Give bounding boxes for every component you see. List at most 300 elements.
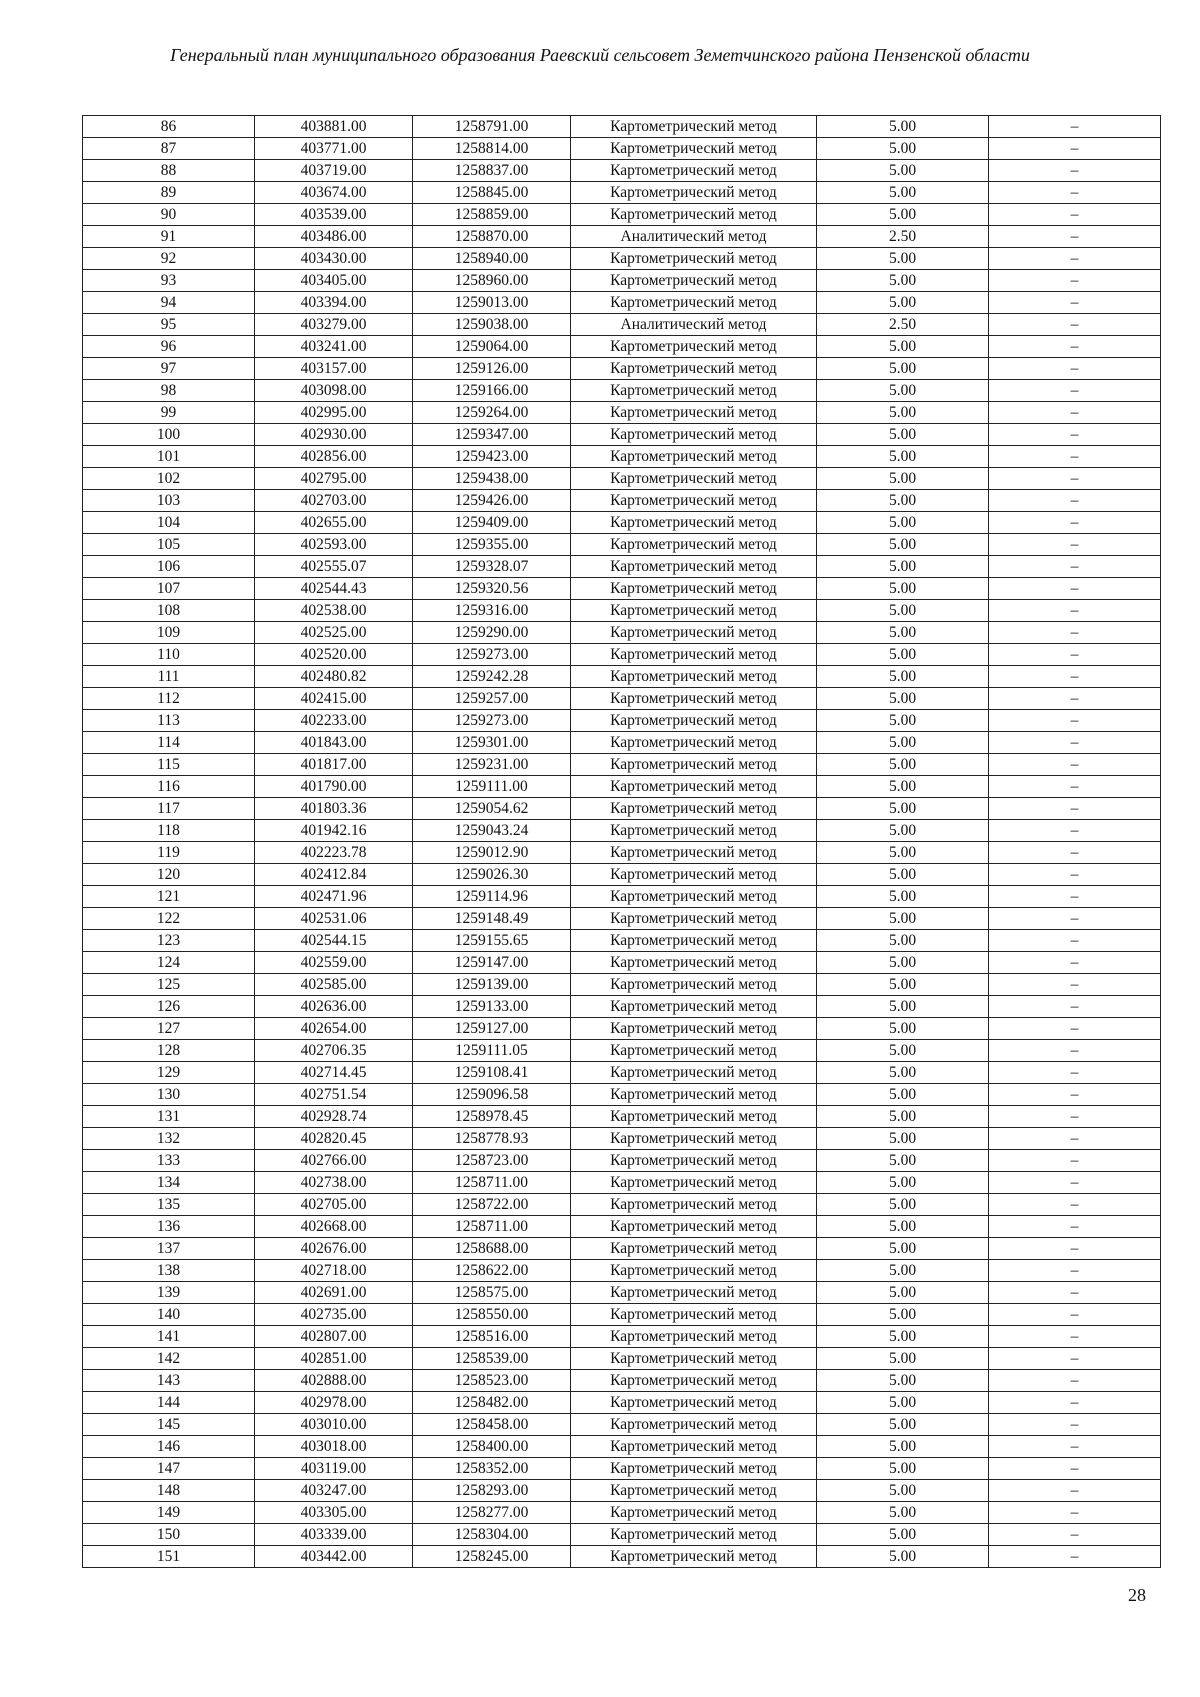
note-cell: – [989, 798, 1161, 820]
table-row [83, 468, 1161, 490]
method-cell: Картометрический метод [571, 380, 817, 402]
method-cell: Картометрический метод [571, 1238, 817, 1260]
method-cell: Картометрический метод [571, 754, 817, 776]
table-row [83, 578, 1161, 600]
table-row [83, 1084, 1161, 1106]
table-row [83, 1106, 1161, 1128]
method-cell: Аналитический метод [571, 226, 817, 248]
point-number-cell: 145 [83, 1414, 255, 1436]
point-number-cell: 121 [83, 886, 255, 908]
x-coordinate-cell: 402585.00 [255, 974, 413, 996]
x-coordinate-cell: 403241.00 [255, 336, 413, 358]
y-coordinate-cell: 1259026.30 [413, 864, 571, 886]
x-coordinate-cell: 402655.00 [255, 512, 413, 534]
x-coordinate-cell: 402856.00 [255, 446, 413, 468]
point-number-cell: 135 [83, 1194, 255, 1216]
method-cell: Картометрический метод [571, 248, 817, 270]
method-cell: Картометрический метод [571, 1326, 817, 1348]
point-number-cell: 108 [83, 600, 255, 622]
table-row [83, 820, 1161, 842]
coordinates-table-body [83, 116, 1161, 1568]
note-cell: – [989, 996, 1161, 1018]
table-row [83, 908, 1161, 930]
accuracy-cell: 5.00 [817, 1524, 989, 1546]
point-number-cell: 120 [83, 864, 255, 886]
table-row [83, 1546, 1161, 1568]
table-row [83, 1326, 1161, 1348]
x-coordinate-cell: 403305.00 [255, 1502, 413, 1524]
note-cell: – [989, 1018, 1161, 1040]
table-row [83, 1172, 1161, 1194]
point-number-cell: 103 [83, 490, 255, 512]
x-coordinate-cell: 402538.00 [255, 600, 413, 622]
method-cell: Картометрический метод [571, 182, 817, 204]
table-row [83, 666, 1161, 688]
accuracy-cell: 5.00 [817, 1304, 989, 1326]
table-row [83, 644, 1161, 666]
method-cell: Картометрический метод [571, 1106, 817, 1128]
table-row [83, 204, 1161, 226]
accuracy-cell: 5.00 [817, 1172, 989, 1194]
accuracy-cell: 5.00 [817, 600, 989, 622]
point-number-cell: 87 [83, 138, 255, 160]
y-coordinate-cell: 1258304.00 [413, 1524, 571, 1546]
y-coordinate-cell: 1259231.00 [413, 754, 571, 776]
point-number-cell: 95 [83, 314, 255, 336]
x-coordinate-cell: 403674.00 [255, 182, 413, 204]
method-cell: Картометрический метод [571, 1348, 817, 1370]
accuracy-cell: 5.00 [817, 578, 989, 600]
accuracy-cell: 5.00 [817, 1370, 989, 1392]
table-row [83, 424, 1161, 446]
table-row [83, 1348, 1161, 1370]
point-number-cell: 124 [83, 952, 255, 974]
x-coordinate-cell: 402525.00 [255, 622, 413, 644]
y-coordinate-cell: 1259127.00 [413, 1018, 571, 1040]
method-cell: Картометрический метод [571, 1260, 817, 1282]
x-coordinate-cell: 402888.00 [255, 1370, 413, 1392]
table-row [83, 402, 1161, 424]
accuracy-cell: 5.00 [817, 1458, 989, 1480]
accuracy-cell: 5.00 [817, 1348, 989, 1370]
table-row [83, 996, 1161, 1018]
y-coordinate-cell: 1259273.00 [413, 710, 571, 732]
note-cell: – [989, 1216, 1161, 1238]
method-cell: Аналитический метод [571, 314, 817, 336]
point-number-cell: 137 [83, 1238, 255, 1260]
note-cell: – [989, 1546, 1161, 1568]
point-number-cell: 151 [83, 1546, 255, 1568]
point-number-cell: 130 [83, 1084, 255, 1106]
accuracy-cell: 5.00 [817, 556, 989, 578]
y-coordinate-cell: 1259320.56 [413, 578, 571, 600]
y-coordinate-cell: 1258845.00 [413, 182, 571, 204]
y-coordinate-cell: 1258245.00 [413, 1546, 571, 1568]
note-cell: – [989, 578, 1161, 600]
point-number-cell: 126 [83, 996, 255, 1018]
point-number-cell: 127 [83, 1018, 255, 1040]
y-coordinate-cell: 1259423.00 [413, 446, 571, 468]
note-cell: – [989, 336, 1161, 358]
accuracy-cell: 5.00 [817, 292, 989, 314]
accuracy-cell: 5.00 [817, 952, 989, 974]
table-row [83, 534, 1161, 556]
x-coordinate-cell: 401942.16 [255, 820, 413, 842]
method-cell: Картометрический метод [571, 534, 817, 556]
note-cell: – [989, 1106, 1161, 1128]
x-coordinate-cell: 402636.00 [255, 996, 413, 1018]
point-number-cell: 125 [83, 974, 255, 996]
x-coordinate-cell: 403394.00 [255, 292, 413, 314]
point-number-cell: 122 [83, 908, 255, 930]
method-cell: Картометрический метод [571, 556, 817, 578]
point-number-cell: 138 [83, 1260, 255, 1282]
y-coordinate-cell: 1258711.00 [413, 1172, 571, 1194]
accuracy-cell: 5.00 [817, 886, 989, 908]
method-cell: Картометрический метод [571, 1524, 817, 1546]
x-coordinate-cell: 402654.00 [255, 1018, 413, 1040]
x-coordinate-cell: 401843.00 [255, 732, 413, 754]
point-number-cell: 91 [83, 226, 255, 248]
note-cell: – [989, 1524, 1161, 1546]
y-coordinate-cell: 1258277.00 [413, 1502, 571, 1524]
accuracy-cell: 5.00 [817, 1128, 989, 1150]
accuracy-cell: 5.00 [817, 908, 989, 930]
method-cell: Картометрический метод [571, 864, 817, 886]
accuracy-cell: 5.00 [817, 688, 989, 710]
table-row [83, 930, 1161, 952]
y-coordinate-cell: 1258940.00 [413, 248, 571, 270]
point-number-cell: 149 [83, 1502, 255, 1524]
y-coordinate-cell: 1258859.00 [413, 204, 571, 226]
note-cell: – [989, 138, 1161, 160]
note-cell: – [989, 622, 1161, 644]
method-cell: Картометрический метод [571, 644, 817, 666]
accuracy-cell: 5.00 [817, 138, 989, 160]
method-cell: Картометрический метод [571, 798, 817, 820]
y-coordinate-cell: 1258723.00 [413, 1150, 571, 1172]
table-row [83, 138, 1161, 160]
x-coordinate-cell: 403098.00 [255, 380, 413, 402]
method-cell: Картометрический метод [571, 908, 817, 930]
accuracy-cell: 5.00 [817, 1194, 989, 1216]
table-row [83, 688, 1161, 710]
x-coordinate-cell: 402766.00 [255, 1150, 413, 1172]
y-coordinate-cell: 1258978.45 [413, 1106, 571, 1128]
table-row [83, 1018, 1161, 1040]
table-row [83, 1194, 1161, 1216]
point-number-cell: 92 [83, 248, 255, 270]
method-cell: Картометрический метод [571, 1150, 817, 1172]
note-cell: – [989, 666, 1161, 688]
x-coordinate-cell: 403119.00 [255, 1458, 413, 1480]
x-coordinate-cell: 402559.00 [255, 952, 413, 974]
y-coordinate-cell: 1259043.24 [413, 820, 571, 842]
accuracy-cell: 5.00 [817, 1392, 989, 1414]
table-row [83, 842, 1161, 864]
accuracy-cell: 2.50 [817, 314, 989, 336]
method-cell: Картометрический метод [571, 402, 817, 424]
y-coordinate-cell: 1259111.00 [413, 776, 571, 798]
accuracy-cell: 5.00 [817, 1260, 989, 1282]
table-row [83, 1458, 1161, 1480]
point-number-cell: 112 [83, 688, 255, 710]
table-row [83, 1370, 1161, 1392]
method-cell: Картометрический метод [571, 1458, 817, 1480]
x-coordinate-cell: 403405.00 [255, 270, 413, 292]
accuracy-cell: 5.00 [817, 336, 989, 358]
table-row [83, 1502, 1161, 1524]
table-row [83, 622, 1161, 644]
method-cell: Картометрический метод [571, 974, 817, 996]
y-coordinate-cell: 1258688.00 [413, 1238, 571, 1260]
y-coordinate-cell: 1258711.00 [413, 1216, 571, 1238]
note-cell: – [989, 490, 1161, 512]
note-cell: – [989, 160, 1161, 182]
accuracy-cell: 5.00 [817, 776, 989, 798]
point-number-cell: 89 [83, 182, 255, 204]
method-cell: Картометрический метод [571, 1040, 817, 1062]
x-coordinate-cell: 403157.00 [255, 358, 413, 380]
x-coordinate-cell: 403442.00 [255, 1546, 413, 1568]
method-cell: Картометрический метод [571, 1414, 817, 1436]
method-cell: Картометрический метод [571, 336, 817, 358]
x-coordinate-cell: 402471.96 [255, 886, 413, 908]
method-cell: Картометрический метод [571, 952, 817, 974]
point-number-cell: 104 [83, 512, 255, 534]
point-number-cell: 119 [83, 842, 255, 864]
y-coordinate-cell: 1258293.00 [413, 1480, 571, 1502]
x-coordinate-cell: 402795.00 [255, 468, 413, 490]
method-cell: Картометрический метод [571, 820, 817, 842]
table-row [83, 380, 1161, 402]
table-row [83, 314, 1161, 336]
note-cell: – [989, 1128, 1161, 1150]
method-cell: Картометрический метод [571, 292, 817, 314]
note-cell: – [989, 1392, 1161, 1414]
note-cell: – [989, 182, 1161, 204]
accuracy-cell: 5.00 [817, 1062, 989, 1084]
y-coordinate-cell: 1259166.00 [413, 380, 571, 402]
method-cell: Картометрический метод [571, 468, 817, 490]
page-number: 28 [1128, 1585, 1146, 1605]
y-coordinate-cell: 1259242.28 [413, 666, 571, 688]
accuracy-cell: 5.00 [817, 1106, 989, 1128]
y-coordinate-cell: 1259257.00 [413, 688, 571, 710]
accuracy-cell: 5.00 [817, 468, 989, 490]
y-coordinate-cell: 1259147.00 [413, 952, 571, 974]
table-row [83, 336, 1161, 358]
y-coordinate-cell: 1258352.00 [413, 1458, 571, 1480]
y-coordinate-cell: 1259139.00 [413, 974, 571, 996]
x-coordinate-cell: 401803.36 [255, 798, 413, 820]
y-coordinate-cell: 1258458.00 [413, 1414, 571, 1436]
x-coordinate-cell: 402676.00 [255, 1238, 413, 1260]
table-row [83, 1524, 1161, 1546]
note-cell: – [989, 886, 1161, 908]
point-number-cell: 90 [83, 204, 255, 226]
x-coordinate-cell: 403018.00 [255, 1436, 413, 1458]
y-coordinate-cell: 1259290.00 [413, 622, 571, 644]
y-coordinate-cell: 1258550.00 [413, 1304, 571, 1326]
x-coordinate-cell: 402930.00 [255, 424, 413, 446]
x-coordinate-cell: 401817.00 [255, 754, 413, 776]
table-row [83, 776, 1161, 798]
x-coordinate-cell: 402544.15 [255, 930, 413, 952]
y-coordinate-cell: 1259096.58 [413, 1084, 571, 1106]
accuracy-cell: 5.00 [817, 402, 989, 424]
y-coordinate-cell: 1259273.00 [413, 644, 571, 666]
table-row [83, 490, 1161, 512]
note-cell: – [989, 776, 1161, 798]
point-number-cell: 101 [83, 446, 255, 468]
note-cell: – [989, 446, 1161, 468]
note-cell: – [989, 600, 1161, 622]
method-cell: Картометрический метод [571, 270, 817, 292]
point-number-cell: 147 [83, 1458, 255, 1480]
method-cell: Картометрический метод [571, 138, 817, 160]
x-coordinate-cell: 403339.00 [255, 1524, 413, 1546]
table-row [83, 512, 1161, 534]
x-coordinate-cell: 403771.00 [255, 138, 413, 160]
accuracy-cell: 5.00 [817, 974, 989, 996]
point-number-cell: 106 [83, 556, 255, 578]
table-row [83, 1128, 1161, 1150]
x-coordinate-cell: 402531.06 [255, 908, 413, 930]
point-number-cell: 134 [83, 1172, 255, 1194]
y-coordinate-cell: 1259012.90 [413, 842, 571, 864]
accuracy-cell: 5.00 [817, 270, 989, 292]
method-cell: Картометрический метод [571, 710, 817, 732]
method-cell: Картометрический метод [571, 1304, 817, 1326]
x-coordinate-cell: 402706.35 [255, 1040, 413, 1062]
accuracy-cell: 5.00 [817, 490, 989, 512]
point-number-cell: 114 [83, 732, 255, 754]
note-cell: – [989, 556, 1161, 578]
accuracy-cell: 2.50 [817, 226, 989, 248]
method-cell: Картометрический метод [571, 1018, 817, 1040]
table-row [83, 358, 1161, 380]
point-number-cell: 94 [83, 292, 255, 314]
accuracy-cell: 5.00 [817, 1040, 989, 1062]
note-cell: – [989, 116, 1161, 138]
note-cell: – [989, 1172, 1161, 1194]
x-coordinate-cell: 402751.54 [255, 1084, 413, 1106]
y-coordinate-cell: 1259347.00 [413, 424, 571, 446]
accuracy-cell: 5.00 [817, 732, 989, 754]
y-coordinate-cell: 1259426.00 [413, 490, 571, 512]
x-coordinate-cell: 402233.00 [255, 710, 413, 732]
y-coordinate-cell: 1258482.00 [413, 1392, 571, 1414]
method-cell: Картометрический метод [571, 1546, 817, 1568]
method-cell: Картометрический метод [571, 886, 817, 908]
note-cell: – [989, 270, 1161, 292]
note-cell: – [989, 358, 1161, 380]
table-row [83, 160, 1161, 182]
x-coordinate-cell: 403486.00 [255, 226, 413, 248]
table-row [83, 952, 1161, 974]
point-number-cell: 102 [83, 468, 255, 490]
y-coordinate-cell: 1259111.05 [413, 1040, 571, 1062]
method-cell: Картометрический метод [571, 666, 817, 688]
note-cell: – [989, 1436, 1161, 1458]
table-row [83, 116, 1161, 138]
y-coordinate-cell: 1259355.00 [413, 534, 571, 556]
x-coordinate-cell: 402520.00 [255, 644, 413, 666]
method-cell: Картометрический метод [571, 446, 817, 468]
method-cell: Картометрический метод [571, 1128, 817, 1150]
point-number-cell: 140 [83, 1304, 255, 1326]
x-coordinate-cell: 402544.43 [255, 578, 413, 600]
point-number-cell: 99 [83, 402, 255, 424]
point-number-cell: 116 [83, 776, 255, 798]
note-cell: – [989, 974, 1161, 996]
table-row [83, 1260, 1161, 1282]
y-coordinate-cell: 1258837.00 [413, 160, 571, 182]
accuracy-cell: 5.00 [817, 248, 989, 270]
x-coordinate-cell: 403719.00 [255, 160, 413, 182]
y-coordinate-cell: 1259148.49 [413, 908, 571, 930]
point-number-cell: 132 [83, 1128, 255, 1150]
method-cell: Картометрический метод [571, 160, 817, 182]
y-coordinate-cell: 1259108.41 [413, 1062, 571, 1084]
note-cell: – [989, 402, 1161, 424]
y-coordinate-cell: 1258722.00 [413, 1194, 571, 1216]
table-row [83, 1282, 1161, 1304]
accuracy-cell: 5.00 [817, 666, 989, 688]
table-row [83, 1216, 1161, 1238]
note-cell: – [989, 1480, 1161, 1502]
table-row [83, 270, 1161, 292]
note-cell: – [989, 710, 1161, 732]
x-coordinate-cell: 402718.00 [255, 1260, 413, 1282]
y-coordinate-cell: 1258622.00 [413, 1260, 571, 1282]
x-coordinate-cell: 403279.00 [255, 314, 413, 336]
y-coordinate-cell: 1258778.93 [413, 1128, 571, 1150]
y-coordinate-cell: 1258575.00 [413, 1282, 571, 1304]
method-cell: Картометрический метод [571, 1392, 817, 1414]
point-number-cell: 113 [83, 710, 255, 732]
note-cell: – [989, 424, 1161, 446]
accuracy-cell: 5.00 [817, 446, 989, 468]
x-coordinate-cell: 402820.45 [255, 1128, 413, 1150]
y-coordinate-cell: 1259328.07 [413, 556, 571, 578]
accuracy-cell: 5.00 [817, 996, 989, 1018]
note-cell: – [989, 864, 1161, 886]
point-number-cell: 93 [83, 270, 255, 292]
y-coordinate-cell: 1259114.96 [413, 886, 571, 908]
accuracy-cell: 5.00 [817, 1414, 989, 1436]
accuracy-cell: 5.00 [817, 534, 989, 556]
note-cell: – [989, 1458, 1161, 1480]
point-number-cell: 111 [83, 666, 255, 688]
point-number-cell: 142 [83, 1348, 255, 1370]
note-cell: – [989, 204, 1161, 226]
point-number-cell: 136 [83, 1216, 255, 1238]
x-coordinate-cell: 402415.00 [255, 688, 413, 710]
x-coordinate-cell: 402738.00 [255, 1172, 413, 1194]
table-row [83, 1040, 1161, 1062]
x-coordinate-cell: 402995.00 [255, 402, 413, 424]
table-row [83, 754, 1161, 776]
point-number-cell: 105 [83, 534, 255, 556]
x-coordinate-cell: 402705.00 [255, 1194, 413, 1216]
note-cell: – [989, 1414, 1161, 1436]
note-cell: – [989, 1062, 1161, 1084]
method-cell: Картометрический метод [571, 358, 817, 380]
x-coordinate-cell: 402703.00 [255, 490, 413, 512]
note-cell: – [989, 1040, 1161, 1062]
